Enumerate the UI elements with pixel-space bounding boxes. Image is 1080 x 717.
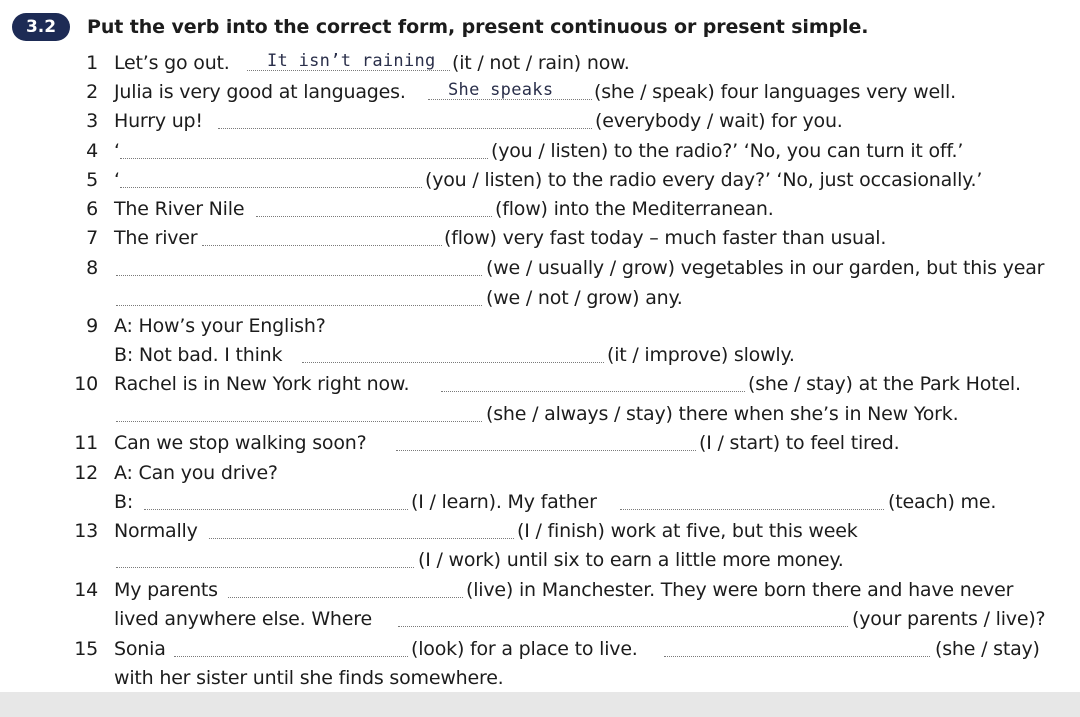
item-number: 15 (74, 637, 98, 660)
item-verb-hint: (I / work) until six to earn a little more money. (418, 548, 844, 571)
item-number: 11 (74, 431, 98, 454)
answer-blank[interactable] (174, 640, 408, 657)
item-verb-hint: (she / stay) (935, 637, 1040, 660)
item-prompt: The River Nile (114, 197, 245, 220)
answer-blank[interactable] (116, 405, 482, 422)
item-prompt: Julia is very good at languages. (114, 80, 406, 103)
item-number: 9 (86, 314, 98, 337)
bottom-bar (0, 692, 1080, 717)
exercise-number-badge: 3.2 (12, 13, 70, 41)
item-verb-hint: (she / always / stay) there when she’s in New York. (486, 402, 959, 425)
item-prompt: Can we stop walking soon? (114, 431, 367, 454)
item-number: 12 (74, 461, 98, 484)
item-prompt: lived anywhere else. Where (114, 607, 372, 630)
item-number: 2 (86, 80, 98, 103)
item-verb-hint: (I / finish) work at five, but this week (517, 519, 858, 542)
item-number: 4 (86, 139, 98, 162)
item-verb-hint: (your parents / live)? (852, 607, 1046, 630)
exercise-header (12, 12, 868, 42)
item-verb-hint: (I / learn). My father (411, 490, 597, 513)
item-number: 3 (86, 109, 98, 132)
answer-blank[interactable] (228, 581, 463, 598)
answer-blank[interactable] (209, 522, 514, 539)
item-number: 1 (86, 51, 98, 74)
item-verb-hint: (everybody / wait) for you. (595, 109, 843, 132)
item-verb-hint: (it / not / rain) now. (452, 51, 630, 74)
item-number: 5 (86, 168, 98, 191)
item-prompt: with her sister until she finds somewhere. (114, 666, 504, 689)
item-number: 7 (86, 226, 98, 249)
item-number: 14 (74, 578, 98, 601)
item-verb-hint: (she / speak) four languages very well. (594, 80, 956, 103)
answer-blank[interactable] (428, 80, 592, 100)
item-prompt: B: Not bad. I think (114, 343, 283, 366)
item-verb-hint: (I / start) to feel tired. (699, 431, 900, 454)
item-verb-hint: (you / listen) to the radio?’ ‘No, you can turn it off.’ (491, 139, 964, 162)
answer-blank[interactable] (247, 51, 450, 71)
item-verb-hint: (you / listen) to the radio every day?’ ‘No, just occasionally.’ (425, 168, 983, 191)
answer-blank[interactable] (302, 346, 604, 363)
answer-blank[interactable] (116, 259, 482, 276)
answer-blank[interactable] (441, 375, 745, 392)
item-verb-hint: (it / improve) slowly. (607, 343, 795, 366)
answer-blank[interactable] (116, 551, 414, 568)
answer-blank[interactable] (116, 289, 482, 306)
item-prompt: A: How’s your English? (114, 314, 326, 337)
item-number: 10 (74, 372, 98, 395)
item-prompt: ‘ (114, 168, 120, 191)
answer-blank[interactable] (398, 610, 848, 627)
item-prompt: ‘ (114, 139, 120, 162)
item-number: 13 (74, 519, 98, 542)
item-prompt: Rachel is in New York right now. (114, 372, 410, 395)
item-prompt: My parents (114, 578, 218, 601)
item-prompt: The river (114, 226, 198, 249)
item-prompt: Hurry up! (114, 109, 203, 132)
exercise-title: Put the verb into the correct form, present continuous or present simple. (87, 16, 869, 38)
answer-blank[interactable] (144, 493, 408, 510)
answer-blank[interactable] (620, 493, 884, 510)
handwritten-answer: She speaks (448, 80, 554, 100)
answer-blank[interactable] (664, 640, 930, 657)
item-prompt: B: (114, 490, 134, 513)
item-number: 8 (86, 256, 98, 279)
item-number: 6 (86, 197, 98, 220)
item-verb-hint: (look) for a place to live. (411, 637, 638, 660)
answer-blank[interactable] (120, 142, 488, 159)
item-verb-hint: (we / not / grow) any. (486, 286, 683, 309)
item-prompt: A: Can you drive? (114, 461, 278, 484)
item-prompt: Sonia (114, 637, 166, 660)
answer-blank[interactable] (256, 200, 492, 217)
answer-blank[interactable] (202, 229, 442, 246)
handwritten-answer: It isn’t raining (267, 51, 436, 71)
item-prompt: Normally (114, 519, 198, 542)
item-verb-hint: (teach) me. (888, 490, 997, 513)
item-verb-hint: (flow) into the Mediterranean. (495, 197, 774, 220)
answer-blank[interactable] (218, 112, 592, 129)
answer-blank[interactable] (396, 434, 696, 451)
item-verb-hint: (flow) very fast today – much faster than usual. (444, 226, 887, 249)
item-verb-hint: (she / stay) at the Park Hotel. (748, 372, 1021, 395)
item-prompt: Let’s go out. (114, 51, 230, 74)
answer-blank[interactable] (120, 171, 422, 188)
item-verb-hint: (we / usually / grow) vegetables in our garden, but this year (486, 256, 1045, 279)
item-verb-hint: (live) in Manchester. They were born there and have never (466, 578, 1014, 601)
